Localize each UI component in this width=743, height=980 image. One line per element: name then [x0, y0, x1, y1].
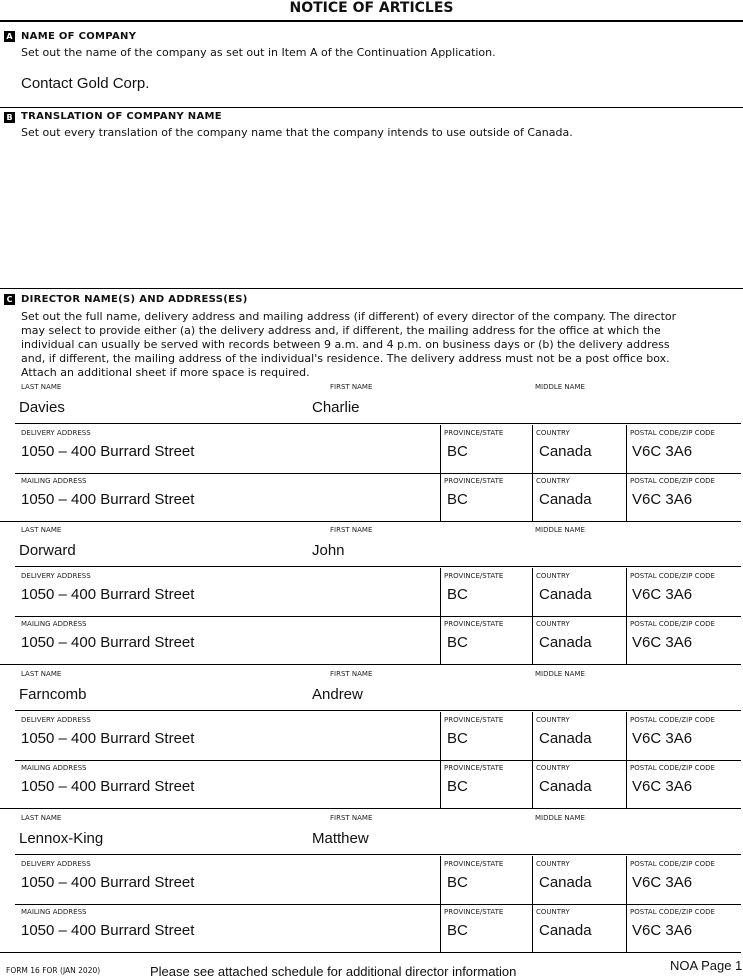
mailing-country-field[interactable]: Canada: [539, 922, 592, 939]
column-divider: [626, 425, 627, 473]
middle-name-label: MIDDLE NAME: [535, 670, 585, 678]
mailing-street-field[interactable]: 1050 – 400 Burrard Street: [21, 634, 195, 651]
column-divider: [440, 856, 441, 904]
delivery-postal-field[interactable]: V6C 3A6: [632, 586, 693, 603]
last-name-field[interactable]: Davies: [19, 399, 65, 416]
section-a-title: NAME OF COMPANY: [21, 31, 137, 42]
column-divider: [440, 760, 441, 808]
column-divider: [440, 568, 441, 616]
last-name-label: LAST NAME: [21, 670, 62, 678]
first-name-field[interactable]: Charlie: [312, 399, 360, 416]
section-b-title: TRANSLATION OF COMPANY NAME: [21, 111, 222, 122]
mailing-address-label: MAILING ADDRESS: [21, 764, 87, 772]
column-divider: [532, 760, 533, 808]
block-divider: [0, 664, 741, 665]
page-number: NOA Page 1: [670, 958, 743, 973]
section-c-instruction-2: may select to provide either (a) the delivery address and, if different, the mailing address for the office at which the: [21, 324, 661, 337]
column-divider: [532, 473, 533, 521]
block-divider: [0, 808, 741, 809]
province-label: PROVINCE/STATE: [444, 572, 504, 580]
column-divider: [532, 425, 533, 473]
first-name-label: FIRST NAME: [330, 526, 373, 534]
mailing-country-field[interactable]: Canada: [539, 634, 592, 651]
block-divider: [0, 952, 741, 953]
column-divider: [532, 712, 533, 760]
company-name-field[interactable]: Contact Gold Corp.: [21, 75, 150, 92]
delivery-country-field[interactable]: Canada: [539, 443, 592, 460]
country-label: COUNTRY: [536, 429, 570, 437]
delivery-address-label: DELIVERY ADDRESS: [21, 860, 91, 868]
middle-name-label: MIDDLE NAME: [535, 526, 585, 534]
column-divider: [532, 856, 533, 904]
mailing-postal-field[interactable]: V6C 3A6: [632, 634, 693, 651]
delivery-street-field[interactable]: 1050 – 400 Burrard Street: [21, 443, 195, 460]
column-divider: [532, 904, 533, 952]
row-divider: [15, 760, 741, 761]
country-label: COUNTRY: [536, 908, 570, 916]
delivery-postal-field[interactable]: V6C 3A6: [632, 730, 693, 747]
page-title: NOTICE OF ARTICLES: [289, 0, 454, 16]
mailing-province-field[interactable]: BC: [447, 634, 468, 651]
middle-name-label: MIDDLE NAME: [535, 814, 585, 822]
row-divider: [15, 566, 741, 567]
delivery-street-field[interactable]: 1050 – 400 Burrard Street: [21, 874, 195, 891]
province-label: PROVINCE/STATE: [444, 429, 504, 437]
translation-field[interactable]: [21, 142, 721, 282]
delivery-address-label: DELIVERY ADDRESS: [21, 716, 91, 724]
last-name-field[interactable]: Farncomb: [19, 686, 87, 703]
delivery-street-field[interactable]: 1050 – 400 Burrard Street: [21, 730, 195, 747]
form-id: FORM 16 FOR (JAN 2020): [6, 966, 101, 975]
section-c-rule: [0, 288, 743, 289]
row-divider: [15, 710, 741, 711]
mailing-province-field[interactable]: BC: [447, 922, 468, 939]
mailing-province-field[interactable]: BC: [447, 778, 468, 795]
section-b-instruction: Set out every translation of the company name that the company intends to use outside of Canada.: [21, 126, 573, 139]
column-divider: [532, 568, 533, 616]
section-a-instruction: Set out the name of the company as set out in Item A of the Continuation Application.: [21, 46, 496, 59]
schedule-note: Please see attached schedule for additional director information: [150, 964, 517, 979]
postal-code-label: POSTAL CODE/ZIP CODE: [630, 572, 715, 580]
postal-code-label: POSTAL CODE/ZIP CODE: [630, 860, 715, 868]
delivery-postal-field[interactable]: V6C 3A6: [632, 443, 693, 460]
mailing-province-field[interactable]: BC: [447, 491, 468, 508]
province-label: PROVINCE/STATE: [444, 764, 504, 772]
mailing-street-field[interactable]: 1050 – 400 Burrard Street: [21, 922, 195, 939]
last-name-label: LAST NAME: [21, 526, 62, 534]
last-name-field[interactable]: Dorward: [19, 542, 76, 559]
postal-code-label: POSTAL CODE/ZIP CODE: [630, 908, 715, 916]
column-divider: [626, 616, 627, 664]
mailing-country-field[interactable]: Canada: [539, 778, 592, 795]
mailing-street-field[interactable]: 1050 – 400 Burrard Street: [21, 778, 195, 795]
postal-code-label: POSTAL CODE/ZIP CODE: [630, 620, 715, 628]
column-divider: [440, 425, 441, 473]
section-c-badge: C: [4, 294, 15, 305]
column-divider: [626, 760, 627, 808]
delivery-country-field[interactable]: Canada: [539, 586, 592, 603]
section-c-title: DIRECTOR NAME(S) AND ADDRESS(ES): [21, 294, 248, 305]
province-label: PROVINCE/STATE: [444, 620, 504, 628]
column-divider: [626, 712, 627, 760]
row-divider: [15, 904, 741, 905]
delivery-province-field[interactable]: BC: [447, 874, 468, 891]
delivery-country-field[interactable]: Canada: [539, 874, 592, 891]
column-divider: [626, 904, 627, 952]
section-a-badge: A: [4, 31, 15, 42]
postal-code-label: POSTAL CODE/ZIP CODE: [630, 477, 715, 485]
column-divider: [626, 856, 627, 904]
country-label: COUNTRY: [536, 764, 570, 772]
section-c-instruction-4: and, if different, the mailing address of the individual's residence. The delivery address must not be a post office box.: [21, 352, 670, 365]
country-label: COUNTRY: [536, 860, 570, 868]
row-divider: [15, 423, 741, 424]
section-b-badge: B: [4, 112, 15, 123]
column-divider: [440, 712, 441, 760]
section-c-instruction-5: Attach an additional sheet if more space is required.: [21, 366, 310, 379]
mailing-postal-field[interactable]: V6C 3A6: [632, 491, 693, 508]
province-label: PROVINCE/STATE: [444, 860, 504, 868]
section-c-instruction-1: Set out the full name, delivery address and mailing address (if different) of every director of the company. The director: [21, 310, 677, 323]
first-name-field[interactable]: John: [312, 542, 345, 559]
column-divider: [626, 568, 627, 616]
mailing-country-field[interactable]: Canada: [539, 491, 592, 508]
province-label: PROVINCE/STATE: [444, 477, 504, 485]
column-divider: [532, 616, 533, 664]
delivery-address-label: DELIVERY ADDRESS: [21, 429, 91, 437]
middle-name-label: MIDDLE NAME: [535, 383, 585, 391]
first-name-label: FIRST NAME: [330, 383, 373, 391]
delivery-street-field[interactable]: 1050 – 400 Burrard Street: [21, 586, 195, 603]
delivery-address-label: DELIVERY ADDRESS: [21, 572, 91, 580]
postal-code-label: POSTAL CODE/ZIP CODE: [630, 764, 715, 772]
delivery-country-field[interactable]: Canada: [539, 730, 592, 747]
mailing-street-field[interactable]: 1050 – 400 Burrard Street: [21, 491, 195, 508]
first-name-label: FIRST NAME: [330, 670, 373, 678]
postal-code-label: POSTAL CODE/ZIP CODE: [630, 716, 715, 724]
column-divider: [440, 616, 441, 664]
delivery-province-field[interactable]: BC: [447, 443, 468, 460]
delivery-province-field[interactable]: BC: [447, 586, 468, 603]
column-divider: [626, 473, 627, 521]
country-label: COUNTRY: [536, 477, 570, 485]
row-divider: [15, 854, 741, 855]
row-divider: [15, 473, 741, 474]
country-label: COUNTRY: [536, 716, 570, 724]
column-divider: [440, 904, 441, 952]
section-b-rule: [0, 107, 743, 108]
country-label: COUNTRY: [536, 572, 570, 580]
first-name-label: FIRST NAME: [330, 814, 373, 822]
mailing-address-label: MAILING ADDRESS: [21, 477, 87, 485]
mailing-postal-field[interactable]: V6C 3A6: [632, 922, 693, 939]
row-divider: [15, 616, 741, 617]
country-label: COUNTRY: [536, 620, 570, 628]
province-label: PROVINCE/STATE: [444, 716, 504, 724]
delivery-province-field[interactable]: BC: [447, 730, 468, 747]
mailing-address-label: MAILING ADDRESS: [21, 908, 87, 916]
section-c-instruction-3: individual can usually be served with records between 9 a.m. and 4 p.m. on business days or (b) the delivery address: [21, 338, 670, 351]
last-name-field[interactable]: Lennox-King: [19, 830, 104, 847]
last-name-label: LAST NAME: [21, 383, 62, 391]
first-name-field[interactable]: Andrew: [312, 686, 363, 703]
title-rule: [0, 20, 743, 22]
mailing-address-label: MAILING ADDRESS: [21, 620, 87, 628]
delivery-postal-field[interactable]: V6C 3A6: [632, 874, 693, 891]
last-name-label: LAST NAME: [21, 814, 62, 822]
first-name-field[interactable]: Matthew: [312, 830, 369, 847]
postal-code-label: POSTAL CODE/ZIP CODE: [630, 429, 715, 437]
mailing-postal-field[interactable]: V6C 3A6: [632, 778, 693, 795]
block-divider: [0, 521, 741, 522]
column-divider: [440, 473, 441, 521]
province-label: PROVINCE/STATE: [444, 908, 504, 916]
